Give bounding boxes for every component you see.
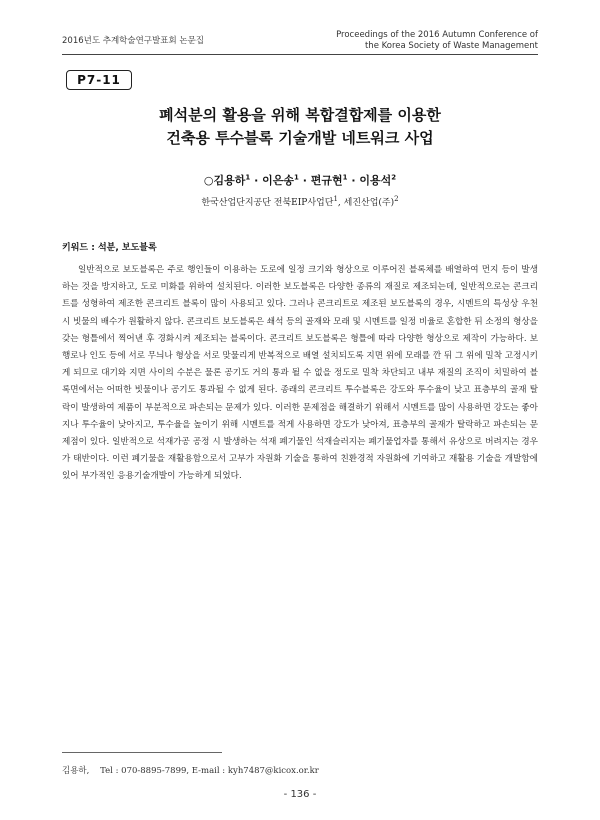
author-sup: 1: [245, 173, 251, 182]
affiliation-2: , 세진산업(주): [337, 198, 395, 208]
author-name: ○김용하: [203, 174, 246, 187]
author-separator: ·: [298, 174, 311, 187]
affiliation-sup-2: 2: [394, 195, 399, 203]
title-line2: 건축용 투수블록 기술개발 네트워크 사업: [166, 129, 434, 147]
header-right-line1: Proceedings of the 2016 Autumn Conference of: [336, 30, 538, 40]
page-number: - 136 -: [283, 789, 317, 800]
author-sup: 1: [342, 173, 348, 182]
affiliation: [62, 195, 538, 208]
footnote-contact: 김용하, Tel : 070-8895-7899, E-mail : kyh7487@kicox.or.kr: [62, 766, 319, 776]
author-list: [62, 172, 538, 188]
header-rule: [62, 54, 538, 55]
header-right-line2: the Korea Society of Waste Management: [364, 41, 538, 51]
author-name: 편규현: [310, 174, 343, 187]
author-sup: 2: [391, 173, 397, 182]
paper-code-badge: P7-11: [66, 70, 132, 90]
author-sup: 1: [294, 173, 299, 182]
author-name: 이은송: [262, 174, 294, 187]
affiliation-1: 한국산업단지공단 전북EIP사업단: [201, 198, 334, 208]
body-paragraph: 일반적으로 보도블록은 주로 행인들이 이용하는 도로에 일정 크기와 형상으로 이루어진 블록체를 배열하여 먼지 등이 발생하는 것을 방지하고, 도로 미화를 위하여 설치된다. 이러한 보도블록은 다양한 종류의 재질로 제조되는데, 일반적으로는 콘크리트를 성형하여 제조한 콘크리트 블록이 많이 사용되고 있다. 그러나 콘크리트로 제조된 보도블록의 경우, 시멘트의 특성상 우천 시 빗물의 배수가 원활하지 않다. 콘크리트 보도블록은 쇄석 등의 골재와 모래 및 시멘트를 일정 비율로 혼합한 뒤 소정의 형상을 갖는 형틀에서 찍어낸 후 경화시켜 제조되는 블록이다. 콘크리트 보도블록은 형틀에 따라 다양한 형상으로 제작이 가능하다. 보행로나 인도 등에 서로 무늬나 형상을 서로 맞물리게 반복적으로 배열 설치되도록 지면 위에 모래를 깐 뒤 그 위에 밀착 고정시키게 되므로 대기와 지면 사이의 수분은 물론 공기도 거의 통과 될 수 없을 정도로 밀착 차단되고 내부 재질의 조직이 치밀하여 블록면에서는 어떠한 빗물이나 공기도 통과될 수 없게 된다. 종래의 콘크리트 투수블록은 강도와 투수율이 낮고 표층부의 골재 탈락이 발생하여 제품이 부분적으로 파손되는 문제가 있다. 이러한 문제점을 해결하기 위해서 시멘트를 많이 사용하면 강도는 좋아지나 투수율이 낮아지고, 투수율을 높이기 위해 시멘트를 적게 사용하면 강도가 낮아져, 표층부의 골재가 탈락하고 파손되는 문제점이 있다. 일반적으로 석재가공 공정 시 발생하는 석재 폐기물인 석재슬러지는 폐기물업자를 통해서 유상으로 버려지는 경우가 태반이다. 이런 폐기물을 재활용함으로서 고부가 자원화 기술을 통하여 친환경적 자원화에 기여하고 재활용 기술을 개발함에 있어 부가적인 응용기술개발이 가능하게 되었다.: [62, 265, 538, 482]
paper-title: [62, 104, 538, 150]
keywords: 키워드 : 석분, 보도블록: [62, 243, 157, 253]
title-line1: 폐석분의 활용을 위해 복합결합제를 이용한: [159, 106, 441, 124]
header-right: [336, 30, 538, 52]
header-left: 2016년도 추계학술연구발표회 논문집: [62, 36, 204, 46]
author-separator: ·: [250, 174, 263, 187]
affiliation-sup-1: 1: [333, 195, 338, 203]
author-separator: ·: [347, 174, 360, 187]
footnote-rule: [62, 752, 222, 753]
author-name: 이용석: [359, 174, 392, 187]
